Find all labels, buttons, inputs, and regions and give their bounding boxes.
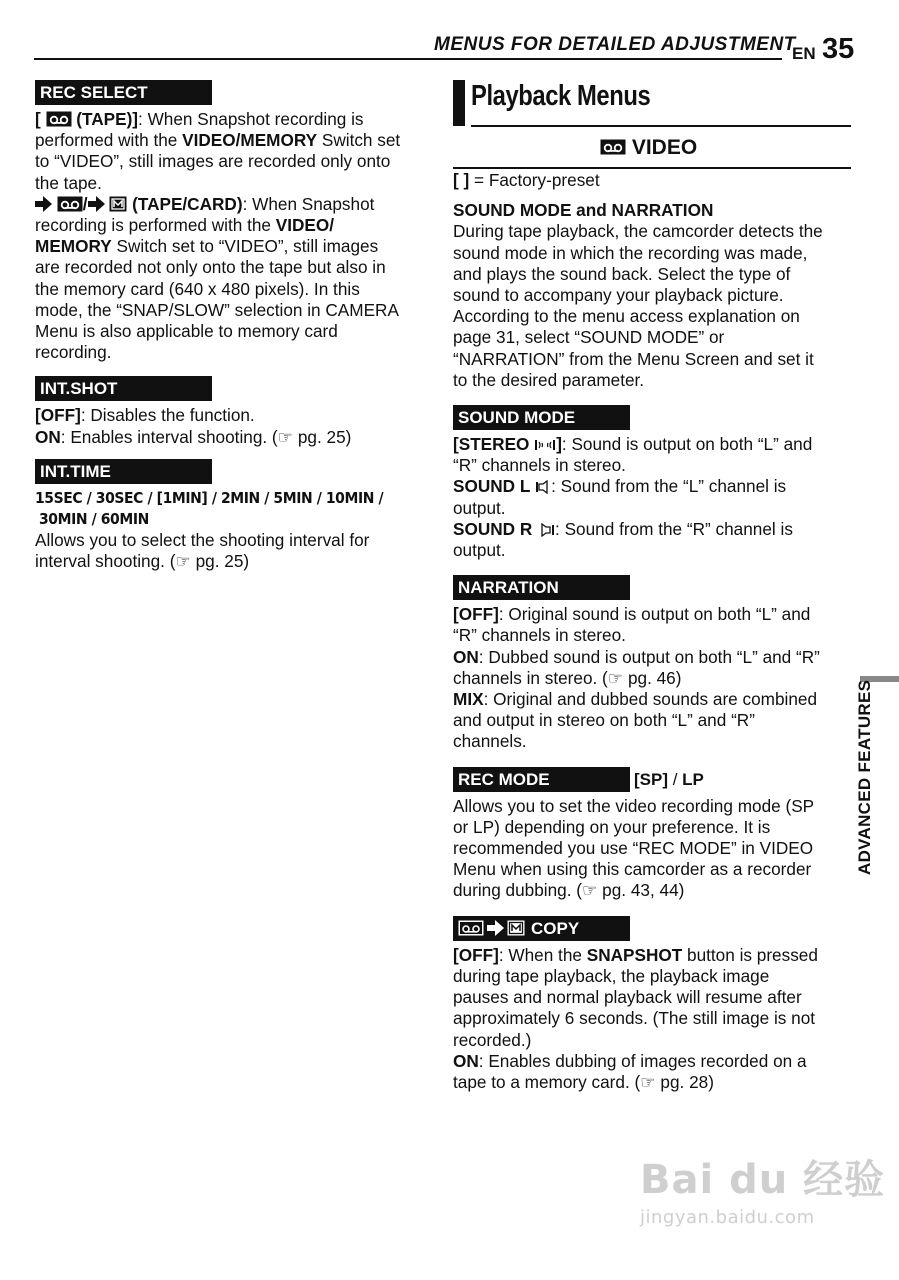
memory-card-icon xyxy=(109,196,127,212)
sound-mode-narration-title: SOUND MODE and NARRATION xyxy=(453,200,714,221)
stereo-icon xyxy=(534,438,556,452)
rec-select-tape-card-line: / (TAPE/CARD): When Snapshot xyxy=(35,194,435,215)
running-header-title: MENUS FOR DETAILED ADJUSTMENT xyxy=(434,34,796,55)
arrow-right-icon xyxy=(88,196,105,212)
tape-icon xyxy=(46,111,72,127)
watermark-logo: Bai du 经验 xyxy=(640,1157,886,1203)
tape-icon xyxy=(57,196,83,212)
int-time-options: 15SEC / 30SEC / [1MIN] / 2MIN / 5MIN / 10MIN / xyxy=(35,488,384,507)
speaker-left-icon xyxy=(535,480,551,494)
memory-card-icon xyxy=(507,920,525,936)
int-time-label: INT.TIME xyxy=(35,459,212,484)
rec-mode-options: [SP] / LP xyxy=(634,769,704,789)
watermark-url: jingyan.baidu.com xyxy=(640,1207,815,1228)
language-label: EN xyxy=(792,44,816,63)
rec-mode-label: REC MODE xyxy=(453,767,630,792)
section-title: Playback Menus xyxy=(471,80,651,112)
int-shot-label: INT.SHOT xyxy=(35,376,212,401)
section-rule xyxy=(471,125,851,127)
right-column: [ ] = Factory-preset SOUND MODE and NARRATION During tape playback, the camcorder detects the sound mode in which the recording was made, and plays the sound back. Select the type of sound to accompany your playback picture. According to the menu access explanation on page 31, select “SOUND MODE” or “NARRATION” from the Menu Screen and set it to the desired parameter. SOUND MODE [STEREO ]: Sound is output on both “L” and “R” channels in stereo. SOUND L : Sound from the “L” channel is output. SOUND R : Sound from the “R” channel is output. NARRATION [OFF]: Original sound is output on both “L” and “R” channels in stereo. ON: Dubbed sound is output on both “L” and “R” channels in stereo. (☞ pg. 46) MIX: Original and dubbed sounds are combined and output in stereo on both “L” and “R” channels. REC MODE [SP] / LP Allows you to set the video recording mode (SP or LP) depending on your preference. It is recommended you use “REC MODE” in VIDEO Menu when using this camcorder as a recorder during dubbing. (☞ pg. 43, 44) COPY [OFF]: When the SNAPSHOT button is pressed during tape playback, the playback image pauses and normal playback will resume after approximately 6 seconds. (The still image is not recorded.) ON: Enables dubbing of images recorded on a tape to a memory card. (☞ pg. 28) xyxy=(453,170,853,1093)
page-number: 35 xyxy=(822,33,855,65)
sound-mode-label: SOUND MODE xyxy=(453,405,630,430)
tape-icon xyxy=(600,139,626,155)
left-column: REC SELECT [ (TAPE)]: When Snapshot recording is performed with the VIDEO/MEMORY Switch set to “VIDEO”, still images are recorded only onto the tape. / (TAPE/CARD): When Snapshot recording is performed with the VIDEO/ MEMORY Switch set to “VIDEO”, still images are recorded not only onto the tape but also in the memory card (640 x 480 pixels). In this mode, the “SNAP/SLOW” selection in CAMERA Menu is also applicable to memory card recording. INT.SHOT [OFF]: Disables the function. ON: Enables interval shooting. (☞ pg. 25) INT.TIME 15SEC / 30SEC / [1MIN] / 2MIN / 5MIN / 10MIN / 30MIN / 60MIN Allows you to select the shooting interval for interval shooting. (☞ pg. 25) xyxy=(35,80,435,573)
side-tab: ADVANCED FEATURES xyxy=(855,679,874,875)
narration-label: NARRATION xyxy=(453,575,630,600)
rec-select-tape-line: [ (TAPE)]: When Snapshot recording is xyxy=(35,109,364,129)
copy-label: COPY xyxy=(453,916,630,941)
subsection-rule xyxy=(453,167,851,169)
arrow-right-icon xyxy=(487,920,504,936)
tape-icon xyxy=(458,920,484,936)
arrow-right-icon xyxy=(35,196,52,212)
factory-preset-note: [ ] = Factory-preset xyxy=(453,170,600,190)
watermark xyxy=(640,1148,885,1228)
video-subsection-title: VIDEO xyxy=(600,136,697,160)
speaker-right-icon xyxy=(537,523,555,537)
section-marker xyxy=(453,80,465,126)
header-rule xyxy=(34,58,782,60)
rec-select-label: REC SELECT xyxy=(35,80,212,105)
